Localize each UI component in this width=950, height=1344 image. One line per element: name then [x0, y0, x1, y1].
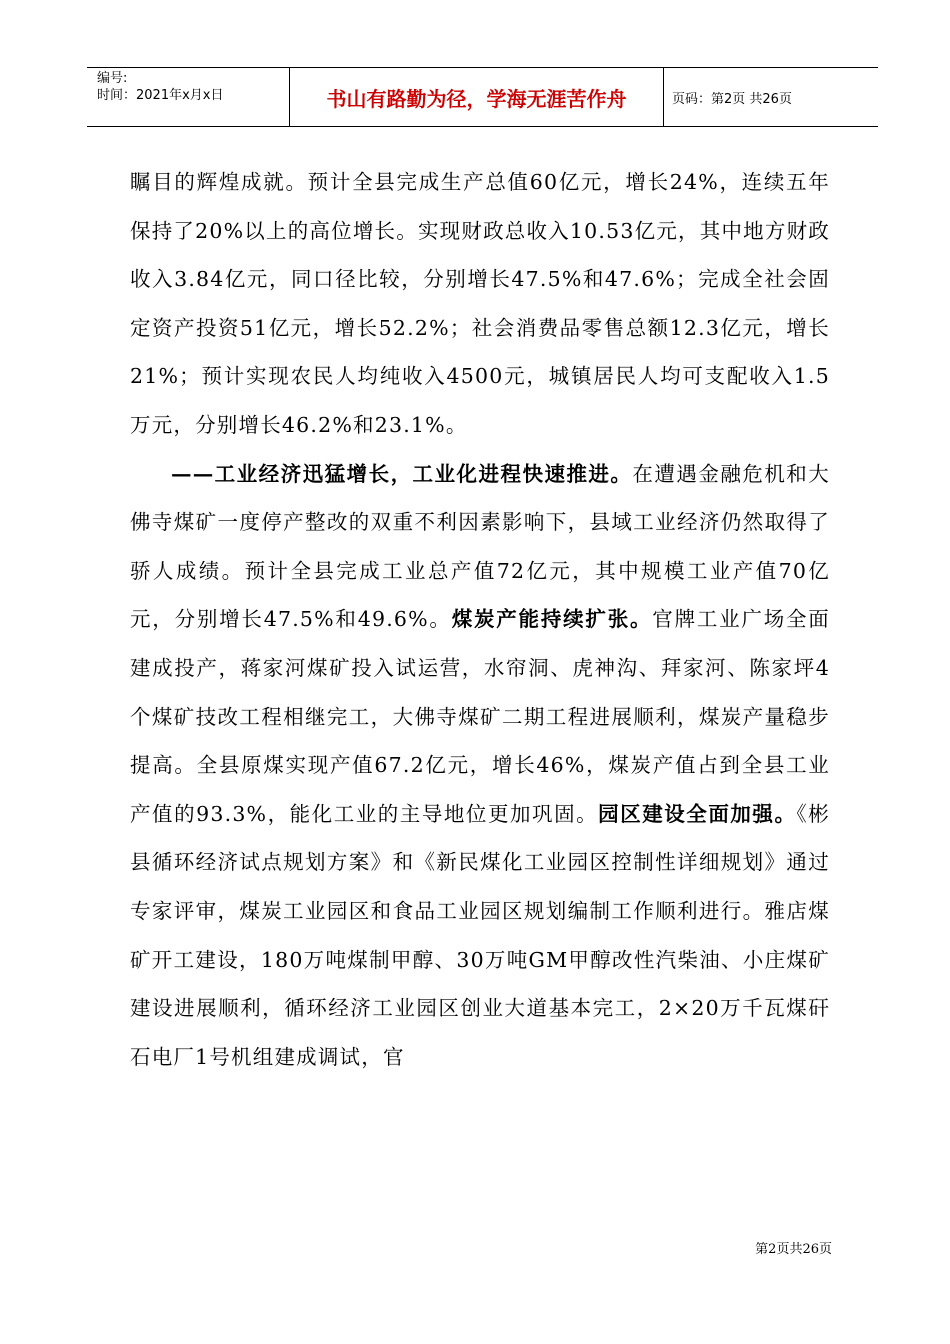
page-footer: 第2页共26页: [755, 1242, 832, 1257]
header-page-info: 页码：第2页 共26页: [672, 91, 792, 107]
heading-industry: ——工业经济迅猛增长，工业化进程快速推进。: [171, 461, 633, 486]
header-motto: 书山有路勤为径，学海无涯苦作舟: [290, 68, 664, 126]
document-body: [130, 158, 830, 1081]
paragraph-1: 瞩目的辉煌成就。预计全县完成生产总值60亿元，增长24%，连续五年保持了20%以上的高位增长。实现财政总收入10.53亿元，其中地方财政收入3.84亿元，同口径比较，分别增长47.5%和47.6%；完成全社会固定资产投资51亿元，增长52.2%；社会消费品零售总额12.3亿元，增长21%；预计实现农民人均纯收入4500元，城镇居民人均可支配收入1.5万元，分别增长46.2%和23.1%。: [130, 170, 830, 437]
heading-park: 园区建设全面加强。: [598, 801, 797, 826]
text-coal: 官牌工业广场全面建成投产，蒋家河煤矿投入试运营，水帘洞、虎神沟、拜家河、陈家坪4个煤矿技改工程相继完工，大佛寺煤矿二期工程进展顺利，煤炭产量稳步提高。全县原煤实现产值67.2亿元，增长46%，煤炭产值占到全县工业产值的93.3%，能化工业的主导地位更加巩固。: [130, 607, 830, 826]
header-meta: [87, 68, 290, 126]
page-header: [87, 67, 878, 127]
text-park: 《彬县循环经济试点规划方案》和《新民煤化工业园区控制性详细规划》通过专家评审，煤炭工业园区和食品工业园区规划编制工作顺利进行。雅店煤矿开工建设，180万吨煤制甲醇、30万吨GM甲醇改性汽柴油、小庄煤矿建设进展顺利，循环经济工业园区创业大道基本完工，2×20万千瓦煤矸石电厂1号机组建成调试，官: [130, 801, 830, 1069]
heading-coal: 煤炭产能持续扩张。: [451, 607, 653, 632]
serial-label: 编号:: [97, 71, 128, 86]
text-industry: 在遭遇金融危机和大佛寺煤矿一度停产整改的双重不利因素影响下，县域工业经济仍然取得了骄人成绩。预计全县完成工业总产值72亿元，其中规模工业产值70亿元，分别增长47.5%和49.6%。: [130, 461, 830, 632]
time-label: 时间：2021年x月x日: [97, 88, 224, 103]
paragraph-2: [130, 450, 830, 1082]
